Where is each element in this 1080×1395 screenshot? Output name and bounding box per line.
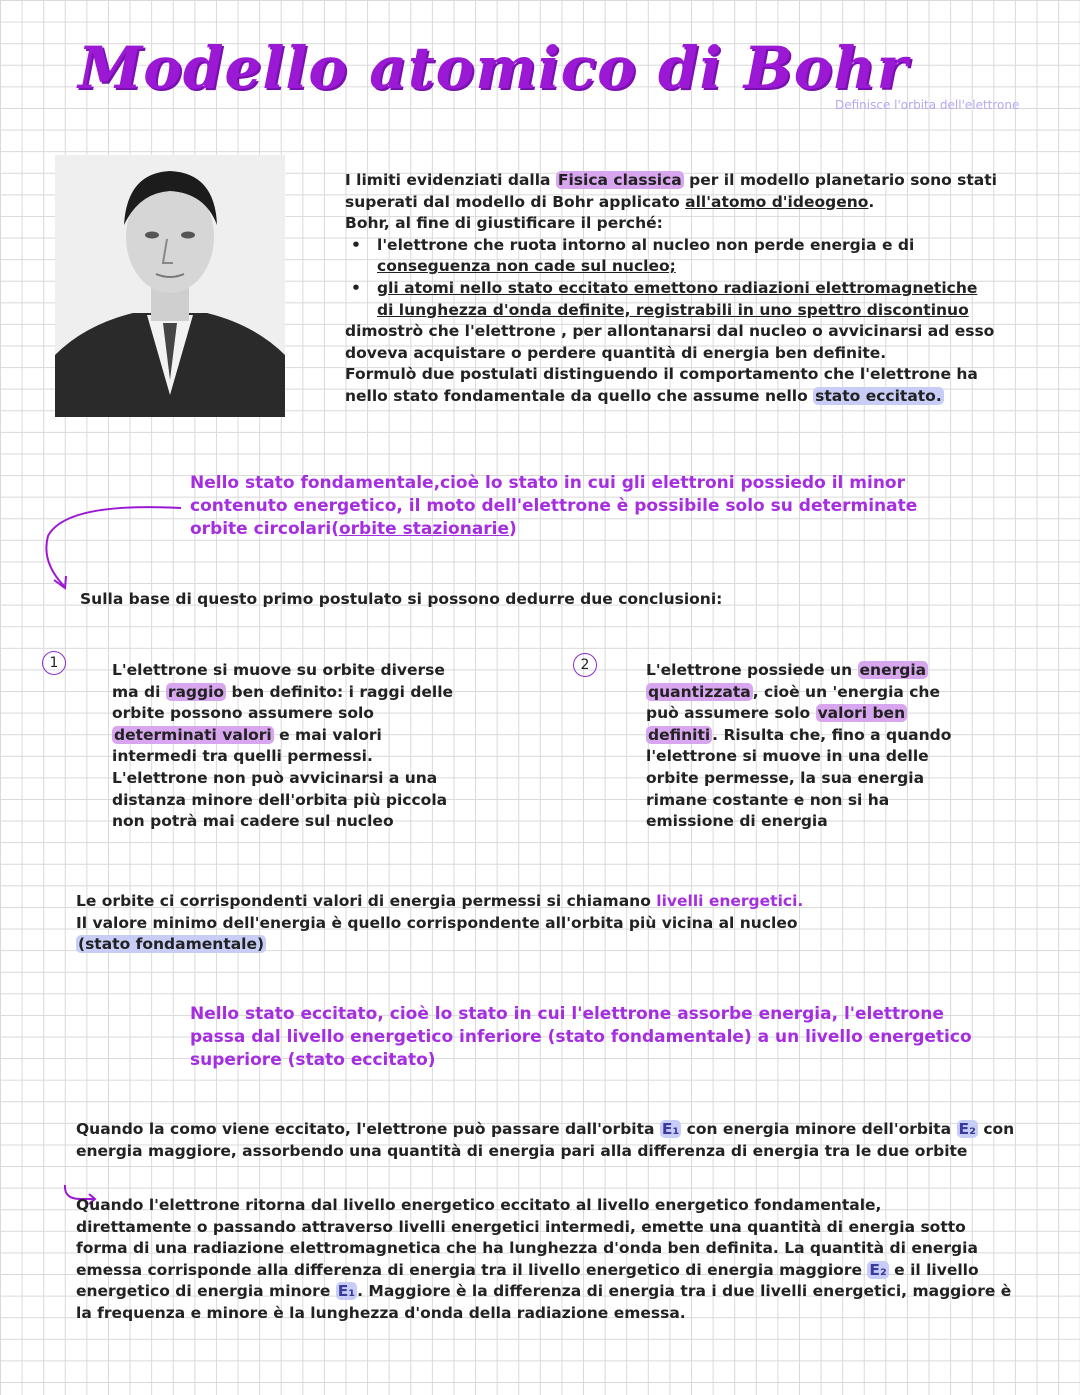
number-2-badge: 2 — [573, 653, 597, 677]
first-postulate: Nello stato fondamentale,cioè lo stato in cui gli elettroni possiedo il minor contenuto energetico, il moto dell'elettrone è possibile solo su determinate orbite circolari(orbite stazionarie) — [190, 473, 918, 539]
conclusion-2: L'elettrone possiede un energia quantizzata , cioè un 'energia che può assumere solo valori ben definiti . Risulta che, fino a quando l'elettrone si muove in una delle orbite permesse, la sua energia rimane costante e non si ha emissione di energia — [646, 661, 952, 831]
number-1-badge: 1 — [42, 651, 66, 675]
title-note: Definisce l'orbita dell'elettrone — [835, 98, 1020, 112]
conclusion-intro: Sulla base di questo primo postulato si possono dedurre due conclusioni: — [80, 590, 723, 608]
second-postulate: Nello stato eccitato, cioè lo stato in cui l'elettrone assorbe energia, l'elettrone passa dal livello energetico inferiore (stato fondamentale) a un livello energetico superiore (stato eccitato) — [190, 1004, 972, 1070]
energy-levels-text: Le orbite ci corrispondenti valori di energia permessi si chiamano livelli energetici. Il valore minimo dell'energia è quello corrispondente all'orbita più vicina al nucleo (stato fondamentale) — [76, 892, 804, 954]
intro-block: I limiti evidenziati dalla Fisica classica per il modello planetario sono stati superati dal modello di Bohr applicato all'atomo d'ideogeno. Bohr, al fine di giustificare il perché: • l'elettrone che ruota intorno al nucleo non perde energia e di conseguenza non cade sul nucleo; • gli atomi nello stato eccitato emettono radiazioni elettromagnetiche di lunghezza d'onda definite, registrabili in uno spettro discontinuo dimostrò che l'elettrone , per allontanarsi dal nucleo o avvicinarsi ad esso doveva acquistare o perdere quantità di energia ben definite. Formulò due postulati distinguendo il comportamento che l'elettrone ha nello stato fondamentale da quello che assume nello stato eccitato. — [345, 170, 1045, 408]
bohr-portrait-image — [55, 155, 285, 417]
emission-text: Quando l'elettrone ritorna dal livello energetico eccitato al livello energetico fondamentale, direttamente o passando attraverso livelli energetici intermedi, emette una quantità di energia sotto forma di una radiazione elettromagnetica che ha lunghezza d'onda ben definita. La quantità di energia emessa corrisponde alla differenza di energia tra il livello energetico di energia maggiore E₂ e il livello energetico di energia minore E₁ . Maggiore è la differenza di energia tra i due livelli energetici, maggiore è la frequenza e minore è la lunghezza d'onda della radiazione emessa. — [76, 1196, 1012, 1322]
page-title: Modello atomico di Bohr — [78, 34, 909, 102]
curved-arrow-icon — [36, 500, 186, 595]
conclusion-1: L'elettrone si muove su orbite diverse ma di raggio ben definito: i raggi delle orbite possono assumere solo determinati valori e mai valori intermedi tra quelli permessi. L'elettrone non può avvicinarsi a una distanza minore dell'orbita più piccola non potrà mai cadere sul nucleo — [112, 661, 454, 831]
excitation-text: Quando la como viene eccitato, l'elettrone può passare dall'orbita E₁ con energia minore dell'orbita E₂ con energia maggiore, assorbendo una quantità di energia pari alla differenza di energia tra le due orbite — [76, 1120, 1015, 1160]
